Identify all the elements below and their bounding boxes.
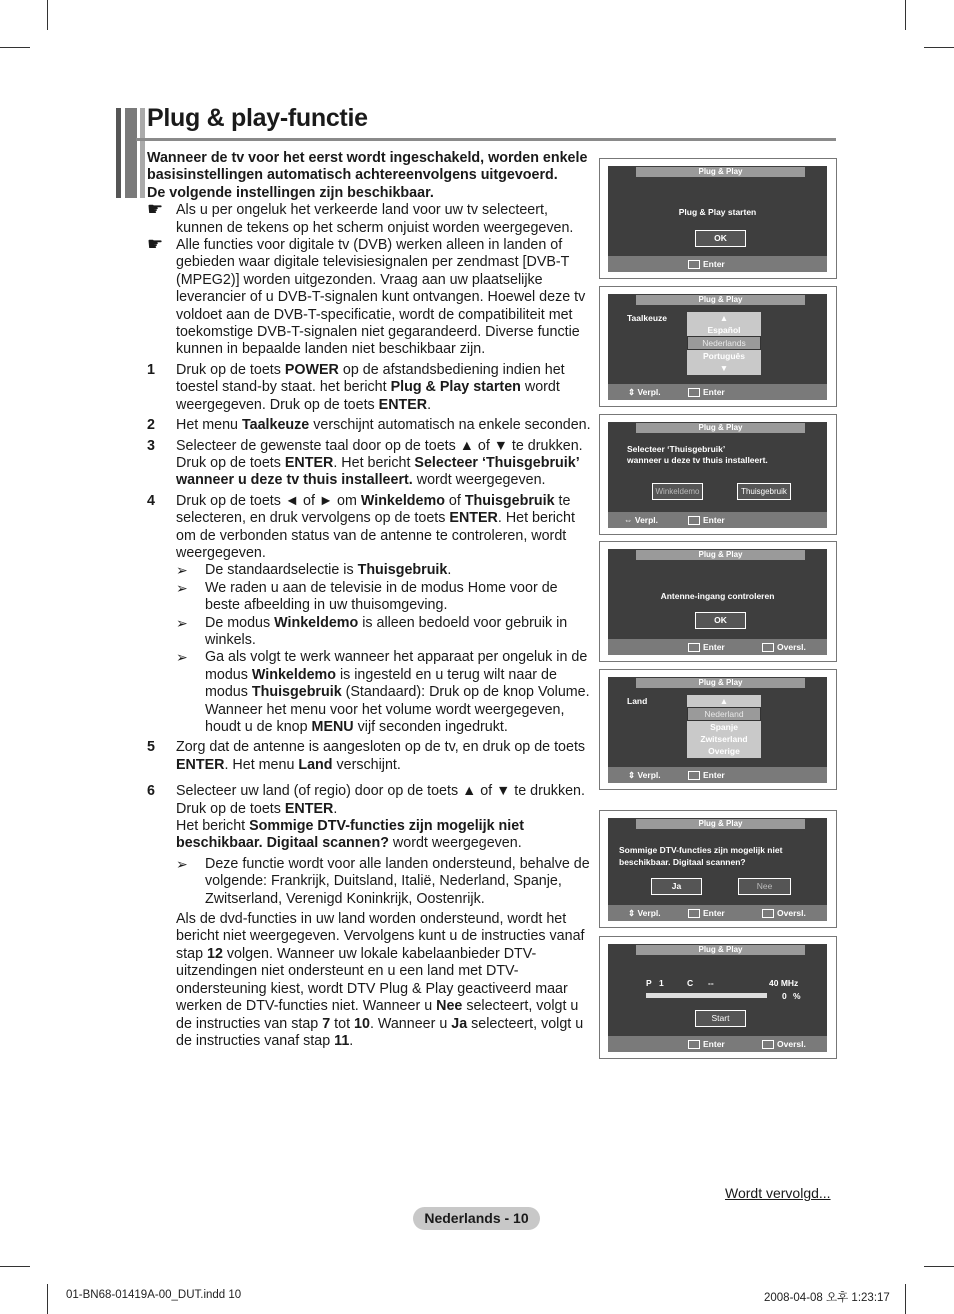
pointing-hand-icon: ☛ (147, 199, 164, 220)
osd-message: Selecteer ‘Thuisgebruik’ (627, 444, 726, 454)
osd-footer: ⇕ Verpl. Enter (608, 384, 827, 400)
arrow-icon: ➢ (176, 649, 188, 666)
arrow-icon: ➢ (176, 579, 188, 596)
step-note: ➢ De standaardselectie is Thuisgebruik. (176, 562, 452, 579)
country-option-selected[interactable]: Nederland (687, 707, 761, 721)
arrow-icon: ➢ (176, 855, 188, 872)
step-1: 1 Druk op de toets POWER op de afstandsbediening indien het toestel stand-by staat. het bericht Plug & Play starten wordt weergegeven. Druk op de toets ENTER. (147, 361, 565, 413)
osd-header: Plug & Play (636, 167, 805, 177)
scan-progress-bar (646, 993, 767, 998)
enter-icon (688, 260, 700, 269)
language-option[interactable]: Español (707, 325, 741, 335)
language-list (687, 312, 761, 375)
program-number: 1 (659, 978, 664, 988)
osd-footer: Enter (608, 256, 827, 272)
main-text (147, 150, 592, 1050)
osd-header: Plug & Play (636, 819, 805, 829)
enter-icon (688, 388, 700, 397)
percent-sign: % (793, 991, 801, 1001)
osd-message: Sommige DTV-functies zijn mogelijk niet (619, 845, 783, 855)
crop-mark (47, 0, 48, 30)
winkeldemo-button[interactable]: Winkeldemo (652, 483, 703, 500)
osd-screen-country (599, 669, 837, 790)
osd-footer: Enter Oversl. (608, 1036, 827, 1052)
arrow-icon: ➢ (176, 614, 188, 631)
ok-button[interactable]: OK (695, 230, 746, 247)
osd-label: Taalkeuze (627, 313, 668, 323)
enter-icon (688, 516, 700, 525)
no-button[interactable]: Nee (738, 878, 791, 895)
osd-header: Plug & Play (636, 423, 805, 433)
exit-icon (762, 643, 774, 652)
pointing-hand-icon: ☛ (147, 234, 164, 255)
enter-icon (688, 909, 700, 918)
exit-icon (762, 1040, 774, 1049)
slug-timestamp: 2008-04-08 오후 1:23:17 (764, 1292, 890, 1304)
osd-message: Plug & Play starten (678, 207, 757, 217)
continued-note: Wordt vervolgd... (725, 1185, 831, 1201)
osd-label: Land (627, 696, 648, 706)
crop-mark (924, 47, 954, 48)
channel-value: -- (708, 978, 714, 988)
osd-screen-language (599, 286, 837, 407)
updown-icon: ⇕ (628, 770, 638, 780)
step-note: ➢ We raden u aan de televisie in de modus Home voor de beste afbeelding in uw thuisomgeving. (176, 579, 558, 614)
crop-mark (905, 1284, 906, 1314)
osd-screen-plug-play-start (599, 158, 837, 279)
step-6-paragraph: Als de dvd-functies in uw land worden ondersteund, wordt het bericht niet weergegeven. Vervolgens kunt u de instructies vanaf stap 12 volgen. Wanneer uw lokale kabelaanbieder DTV-uitzendingen niet ondersteunt en u een land met DTV-ondersteuning kiest, wordt DTV Plug & Play geactiveerd maar werken de DTV-functies niet. Wanneer u Nee selecteert, volgt u de instructies van stap 7 tot 10. Wanneer u Ja selecteert, volgt u de instructies vanaf stap 11. (176, 911, 585, 1049)
page-title: Plug & play-functie (147, 104, 368, 132)
intro-text: Wanneer de tv voor het eerst wordt ingeschakeld, worden enkele basisinstellingen automatisch achtereenvolgens uitgevoerd. (147, 150, 588, 184)
channel-label: C (687, 978, 694, 988)
country-option[interactable]: Zwitserland (700, 734, 748, 744)
updown-icon: ⇕ (628, 908, 638, 918)
osd-screen-antenna (599, 541, 837, 662)
crop-mark (0, 1266, 30, 1267)
osd-header: Plug & Play (636, 550, 805, 560)
language-option-selected[interactable]: Nederlands (687, 336, 761, 350)
title-rule (136, 138, 836, 141)
step-note: ➢ Deze functie wordt voor alle landen ondersteund, behalve de volgende: Frankrijk, Duitsland, Italië, Nederland, Spanje, Zwitserland, Verenigd Koninkrijk, Oostenrijk. (176, 855, 590, 907)
available-text: De volgende instellingen zijn beschikbaar. (147, 184, 434, 201)
osd-screen-mode (599, 414, 837, 535)
step-note: ➢ Ga als volgt te werk wanneer het apparaat per ongeluk in de modus Winkeldemo is ingesteld en u terug wilt naar de modus Thuisgebruik (Standaard): Druk op de knop Volume. Wanneer het menu voor het volume wordt weergegeven, houdt u de knop MENU vijf seconden ingedrukt. (176, 649, 590, 735)
country-list (687, 695, 761, 758)
osd-header: Plug & Play (636, 295, 805, 305)
program-label: P (646, 978, 652, 988)
enter-icon (688, 771, 700, 780)
step-5: 5 Zorg dat de antenne is aangesloten op de tv, en druk op de toets ENTER. Het menu Land verschijnt. (147, 739, 586, 773)
arrow-icon: ➢ (176, 562, 188, 579)
yes-button[interactable]: Ja (651, 878, 702, 895)
osd-screen-scan-progress (599, 936, 837, 1059)
step-2: 2 Het menu Taalkeuze verschijnt automatisch na enkele seconden. (147, 417, 591, 434)
slug-file-info: 01-BN68-01419A-00_DUT.indd 10 (66, 1289, 242, 1301)
chevron-up-icon: ▲ (719, 313, 729, 323)
thuisgebruik-button[interactable]: Thuisgebruik (737, 483, 791, 500)
osd-message: Antenne-ingang controleren (660, 591, 775, 601)
step-4: 4 Druk op de toets ◄ of ► om Winkeldemo of Thuisgebruik te selecteren, en druk vervolgens op de toets ENTER. Het bericht om de verbonden status van de antenne te controleren, wordt weergegeven. ➢ De standaardselectie is Thuisgebruik. ➢ We raden u aan de televisie in de modus Home voor de beste afbeelding in uw thuisomgeving. ➢ De modus Winkeldemo is alleen bedoeld voor gebruik in winkels. ➢ Ga als volgt te werk wanneer het apparaat per ongeluk in de modus Winkeldemo is ingesteld en u terug wilt naar de modus Thuisgebruik (Standaard): Druk op de knop Volume. Wanneer het menu voor het volume wordt weergegeven, houdt u de knop MENU vijf seconden ingedrukt. (147, 493, 592, 737)
osd-screen-dtv-scan (599, 810, 837, 928)
exit-icon (762, 909, 774, 918)
enter-icon (688, 643, 700, 652)
start-button[interactable]: Start (695, 1010, 746, 1027)
updown-icon: ⇕ (628, 387, 638, 397)
chevron-down-icon: ▼ (719, 363, 729, 373)
note-bullet: ☛ Alle functies voor digitale tv (DVB) werken alleen in landen of gebieden waar digitale televisiesignalen per zendmast [DVB-T (MPEG2)] worden uitgezonden. Vraag aan uw plaatselijke leverancier of u DVB-T-signalen kunt ontvangen. Hoewel deze tv voldoet aan de DVB-T-specificatie, wordt de compatibiliteit met toekomstige DVB-T-signalen niet gegarandeerd. Diverse functie kunnen in bepaalde landen niet beschikbaar zijn. (147, 234, 586, 358)
page-number-badge: Nederlands - 10 (413, 1207, 540, 1230)
step-3: 3 Selecteer de gewenste taal door op de toets ▲ of ▼ te drukken. Druk op de toets ENTER. Het bericht Selecteer ‘Thuisgebruik’ wanneer u deze tv thuis installeert. wordt weergegeven. (147, 437, 583, 489)
osd-footer: ⇕ Verpl. Enter (608, 767, 827, 783)
crop-mark (924, 1266, 954, 1267)
crop-mark (905, 0, 906, 30)
country-option[interactable]: Spanje (710, 722, 738, 732)
note-bullet: ☛ Als u per ongeluk het verkeerde land voor uw tv selecteert, kunnen de tekens op het scherm onjuist worden weergegeven. (147, 199, 574, 236)
osd-header: Plug & Play (636, 945, 805, 955)
osd-footer: ⇕ Verpl. Enter Oversl. (608, 905, 827, 921)
enter-icon (688, 1040, 700, 1049)
language-option[interactable]: Português (702, 351, 746, 361)
osd-message: wanneer u deze tv thuis installeert. (627, 455, 768, 465)
frequency-readout: 40 MHz (769, 978, 799, 988)
crop-mark (47, 1284, 48, 1314)
leftright-icon: ⇔ (624, 515, 635, 525)
chevron-up-icon: ▲ (719, 696, 729, 706)
progress-percent: 0 (782, 991, 787, 1001)
osd-message: beschikbaar. Digitaal scannen? (619, 857, 746, 867)
step-6: 6 Selecteer uw land (of regio) door op de toets ▲ of ▼ te drukken. Druk op de toets ENTER. Het bericht Sommige DTV-functies zijn mogelijk niet beschikbaar. Digitaal scannen? wordt weergegeven. ➢ Deze functie wordt voor alle landen ondersteund, behalve de volgende: Frankrijk, Duitsland, Italië, Nederland, Spanje, Zwitserland, Verenigd Koninkrijk, Oostenrijk. Als de dvd-functies in uw land worden ondersteund, wordt het bericht niet weergegeven. Vervolgens kunt u de instructies vanaf stap 12 volgen. Wanneer uw lokale kabelaanbieder DTV-uitzendingen niet ondersteunt en u een land met DTV-ondersteuning kiest, wordt DTV Plug & Play geactiveerd maar werken de DTV-functies niet. Wanneer u Nee selecteert, volgt u de instructies van stap 7 tot 10. Wanneer u Ja selecteert, volgt u de instructies vanaf stap 11. (147, 783, 592, 1050)
osd-footer: ⇔ Verpl. Enter (608, 512, 827, 528)
crop-mark (0, 47, 30, 48)
osd-header: Plug & Play (636, 678, 805, 688)
country-option[interactable]: Overige (708, 746, 740, 756)
osd-footer: Enter Oversl. (608, 639, 827, 655)
ok-button[interactable]: OK (695, 612, 746, 629)
step-note: ➢ De modus Winkeldemo is alleen bedoeld voor gebruik in winkels. (176, 614, 568, 648)
